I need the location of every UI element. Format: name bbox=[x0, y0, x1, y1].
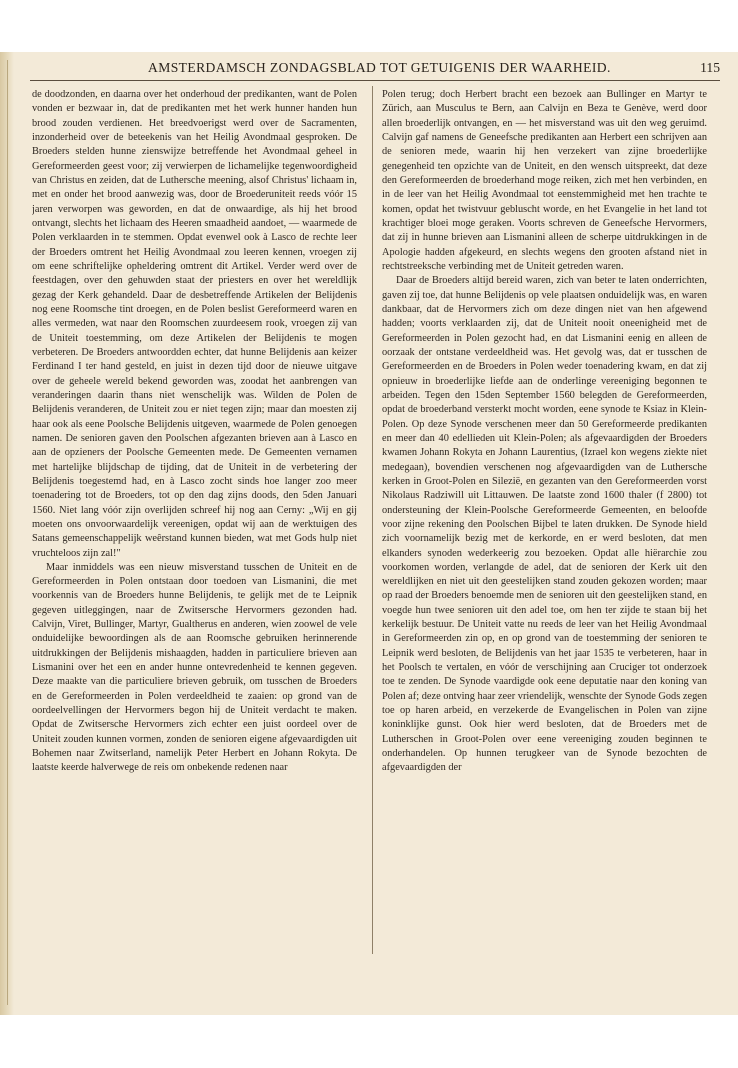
paragraph: Daar de Broeders altijd bereid waren, zich van beter te laten onderrichten, gaven zij toe, dat hunne Belijdenis op vele plaatsen onduidelijk was, en waren dankbaar, dat de Hervormers zich om deze dingen niet van hen afgewend hadden; voorts verklaarden zij, dat de Uniteit nooit oneenigheid met de Gereformeerden in Polen gezocht had, en dat Lismanini eenig en alleen de oorzaak der ontstane verdeeldheid was. Het gevolg was, dat er tusschen de Gereformeerden en de Broeders in Polen weder toenadering kwam, en dat zij opnieuw in broederlijke liefde aan de onderlinge vereeniging begonnen te arbeiden. Tegen den 15den September 1560 belegden de Gereformeerden, opdat de broederband versterkt mocht worden, eene synode te Ksiaz in Klein-Polen. Op deze Synode verschenen meer dan 50 Gereformeerde predikanten en meer dan 40 edellieden uit Klein-Polen; als afgevaardigden der Broeders kwamen Johann Rokyta en Johann Laurentius, (Izrael kon wegens ziekte niet medegaan), bovendien verschenen nog afgevaardigden van de Luthersche kerken in Groot-Polen en Silezië, en gezanten van den Gereformeerden vorst Nikolaus Radziwill uit Littauwen. De laatste zond 1600 thaler (f 2800) tot ondersteuning der Klein-Poolsche Gereformeerde Gemeenten, en beloofde voor zijne rekening den Poolschen Bijbel te laten drukken. De Synode hield zich voornamelijk bezig met de kerkorde, en er werd besloten, dat men elkanders synoden wederkeerig zou bezoeken. Opdat alle hiërarchie zou voorkomen worden, verlangde de adel, dat de senioren der Kerk uit den wereldlijken en niet uit den geestelijken stand zouden gekozen worden; maar op raad der Broeders benoemde men de senioren uit den geestelijken stand, en voegde hun twee senioren uit den adel toe, om hen ter zijde te staan bij het kerkelijk bestuur. De Uniteit vatte nu reeds de leer van het Heilig Avondmaal in Gereformeerden zin op, en op grond van de toestemming der senioren te Leipnik werd besloten, de Belijdenis van het jaar 1535 te verbeteren, haar in het Poolsch te vertalen, en vóór de verschijning aan Cruciger tot onderzoek toe te zenden. De Synode vaardigde ook eene deputatie naar den koning van Polen af; deze ontving haar zeer vriendelijk, wenschte der Synode Gods zegen toe op haren arbeid, en verzekerde de Evangelischen in Polen van zijne koninklijke gunst. Ook hier werd besloten, dat de Broeders met de Lutherschen in Groot-Polen over eene vereeniging zouden beginnen te onderhandelen. Op hunnen terugkeer van de Synode bezochten de afgevaardigden der bbox=[382, 275, 707, 774]
paragraph: Maar inmiddels was een nieuw misverstand tusschen de Uniteit en de Gereformeerden in Polen ontstaan door toedoen van Lismanini, die met voorkennis van de Broeders hunne Belijdenis, te gelijk met de te Leipnik gegeven uitleggingen, naar de Zwitsersche Hervormers gezonden had. Calvijn, Viret, Bullinger, Martyr, Gualtherus en anderen, wien zoowel de vele onduidelijke bewoordingen als de aan Roomsche gebruiken herinnerende uitdrukkingen der Belijdenis mishaagden, hadden in particuliere brieven aan Lismanini over het een en ander hunne ontevredenheid te kennen gegeven. Deze maakte van die particuliere brieven gebruik, om tusschen de Broeders en de Gereformeerden in Polen verdeeldheid te zaaien: op grond van de oordeelvellingen der Hervormers begon hij de Uniteit verdacht te maken. Opdat de Zwitsersche Hervormers zich echter een juist oordeel over de Uniteit zouden kunnen vormen, zonden de senioren eigene afgevaardigden uit Bohemen naar Zwitserland, namelijk Peter Herbert en Johann Rokyta. De laatste keerde halverwege de reis om onbekende redenen naar bbox=[32, 561, 357, 774]
page-number: 115 bbox=[700, 60, 720, 75]
column-divider bbox=[372, 86, 373, 954]
paragraph: de doodzonden, en daarna over het onderhoud der predikanten, want de Polen vonden er bezwaar in, dat de predikanten met het werk hunner handen hun brood zouden verdienen. Het breedvoerigst werd over de Sacramenten, inzonderheid over de beteekenis van het Heilig Avondmaal gesproken. De Broeders stelden hunne zienswijze betreffende het Avondmaal geheel in Gereformeerden geest voor; zij verwierpen de lichamelijke tegenwoordigheid van Christus en zeiden, dat de Luthersche meening, alsof Christus' lichaam in, met en onder het brood aanwezig was, door de Broederuniteit reeds vóór 15 jaren verworpen was geworden, en dat de onwaardige, als hij het brood ontvangt, slechts het lichaam des Heeren smaadheid aandoet, — waarmede de Polen verklaarden in te stemmen. Opdat evenwel ook à Lasco de rechte leer der Broeders omtrent het Heilig Avondmaal zou leeren kennen, vroegen zij om eene schriftelijke opheldering omtrent dit Artikel. Verder werd over de feestdagen, over den gehuwden staat der priesters en over het wereldlijk gezag der Kerk gehandeld. Daar de desbetreffende Artikelen der Belijdenis nog eene Roomsche tint droegen, en de Polen beslist Gereformeerd waren en alles vermeden, wat naar den Roomschen zuurdeesem rook, vroegen zij van de Uniteit toestemming, om deze Artikelen der Belijdenis te mogen verbeteren. De Broeders antwoordden echter, dat hunne Belijdenis aan keizer Ferdinand I ter hand gesteld, en juist in dezen tijd door de nieuwe uitgave over de geheele wereld bekend geworden was, zoodat het aanbrengen van veranderingen daarin thans niet wenschelijk was. Wilden de Polen de Belijdenis veranderen, de Uniteit zou er niet tegen zijn; maar dan moesten zij haar ook als eene Poolsche Belijdenis uitgeven, waarmede de Polen genoegen namen. De senioren gaven den Poolschen afgezanten brieven aan à Lasco en aan de opzieners der Poolsche Gemeenten mede. De Gemeenten vernamen met hartelijke blijdschap de tijding, dat de Uniteit in de verbetering der Belijdenis toegestemd had, en à Lasco zocht sinds hoe langer zoo meer toenadering tot de Broeders, tot op den dag zijns doods, den 5den Januari 1560. Niet lang vóór zijn overlijden schreef hij nog aan Cerny: „Wij en gij moeten ons onvoorwaardelijk vereenigen, opdat wij aan de werktuigen des Satans gemeenschappelijk weêrstand kunnen bieden, wat met Gods hulp niet vruchteloos zijn zal!" bbox=[32, 89, 357, 559]
header-rule bbox=[30, 80, 720, 81]
running-title: AMSTERDAMSCH ZONDAGSBLAD TOT GETUIGENIS DER WAARHEID. bbox=[148, 60, 611, 75]
left-column bbox=[32, 88, 357, 958]
right-column bbox=[382, 88, 707, 958]
spine-line bbox=[7, 60, 8, 1005]
paragraph: Polen terug; doch Herbert bracht een bezoek aan Bullinger en Martyr te Zürich, aan Musculus te Bern, aan Calvijn en Beza te Genève, werd door allen broederlijk ontvangen, en — het misverstand was uit den weg geruimd. Calvijn gaf namens de Geneefsche predikanten aan Herbert een schrijven aan de senioren mede, waarin hij hen verzekert van zijne broederlijke genegenheid ten opzichte van de Uniteit, en den wensch uitspreekt, dat deze den Gereformeerden de broederhand moge reiken, zich met hen verbinden, en in de leer van het Heilig Avondmaal tot eenstemmigheid met hen trachte te komen, opdat het twistvuur gebluscht worde, en het Evangelie in het land tot krachtiger bloei moge geraken. Voorts schreven de Geneefsche Hervormers, dat zij in hunne brieven aan Lismanini alleen de scherpe uitdrukkingen in de Apologie hadden afgekeurd, en slechts wegens den grooten afstand niet in rechtstreeksche verbinding met de Uniteit getreden waren. bbox=[382, 89, 707, 272]
running-header bbox=[30, 60, 720, 78]
